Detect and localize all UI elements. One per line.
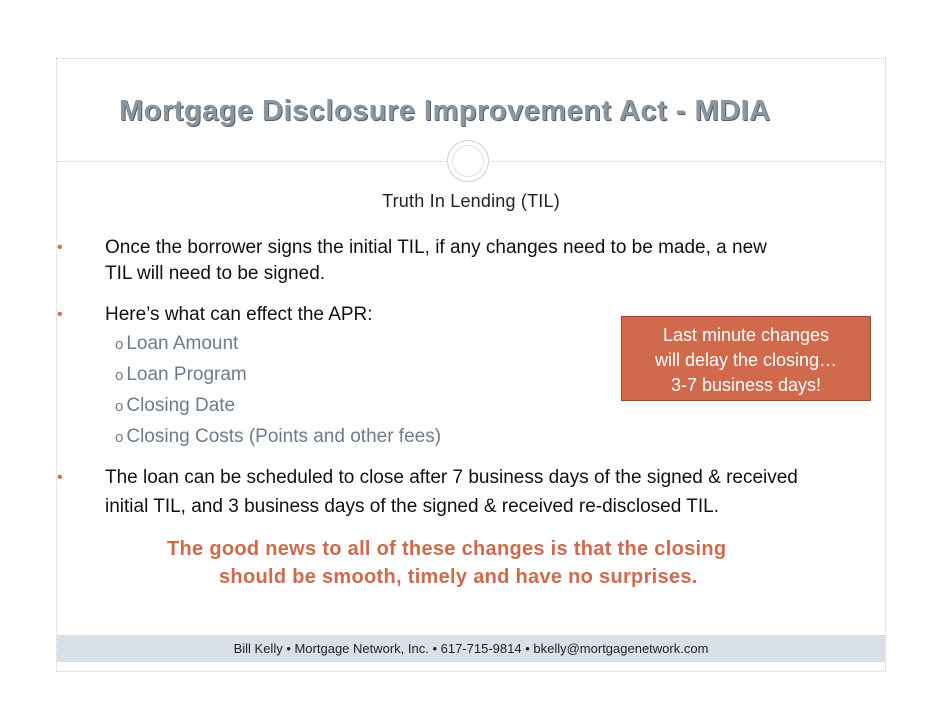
subitem-label: Loan Amount: [126, 333, 239, 354]
subitem-closing-date: [115, 395, 235, 417]
callout-line-3: 3-7 business days!: [670, 375, 822, 395]
callout-box: [621, 316, 871, 401]
callout-line-2: will delay the closing…: [654, 350, 838, 370]
bullet-marker: •: [57, 239, 63, 256]
bullet-2-line-1: Here’s what can effect the APR:: [105, 304, 373, 325]
slide-title: Mortgage Disclosure Improvement Act - MDIA: [119, 95, 771, 127]
divider-circle-inner: [452, 145, 484, 177]
good-news-line-1: The good news to all of these changes is that the closing: [167, 538, 727, 560]
subitem-marker: o: [115, 398, 124, 415]
subitem-loan-amount: [115, 333, 238, 355]
divider-circle-ornament: [447, 140, 489, 182]
subitem-label: Closing Costs (Points and other fees): [126, 426, 442, 447]
subitem-closing-costs: [115, 426, 441, 448]
bullet-3-line-1: The loan can be scheduled to close after 7 business days of the signed & received: [105, 467, 798, 488]
subitem-loan-program: [115, 364, 247, 386]
subitem-label: Loan Program: [126, 364, 247, 385]
bullet-marker: •: [57, 306, 63, 323]
callout-line-1: Last minute changes: [662, 325, 830, 345]
bullet-3-line-2: initial TIL, and 3 business days of the signed & received re-disclosed TIL.: [105, 496, 719, 517]
subitem-marker: o: [115, 367, 124, 384]
subitem-marker: o: [115, 429, 124, 446]
bullet-1-line-2: TIL will need to be signed.: [105, 263, 326, 284]
bullet-1-line-1: Once the borrower signs the initial TIL, if any changes need to be made, a new: [105, 237, 767, 258]
good-news-line-2: should be smooth, timely and have no surprises.: [219, 566, 698, 588]
bullet-marker: •: [57, 469, 63, 486]
subitem-label: Closing Date: [126, 395, 236, 416]
slide: [56, 58, 886, 672]
slide-subtitle: Truth In Lending (TIL): [382, 191, 560, 211]
slide-footer: Bill Kelly • Mortgage Network, Inc. • 617-715-9814 • bkelly@mortgagenetwork.com: [57, 635, 885, 662]
subitem-marker: o: [115, 336, 124, 353]
